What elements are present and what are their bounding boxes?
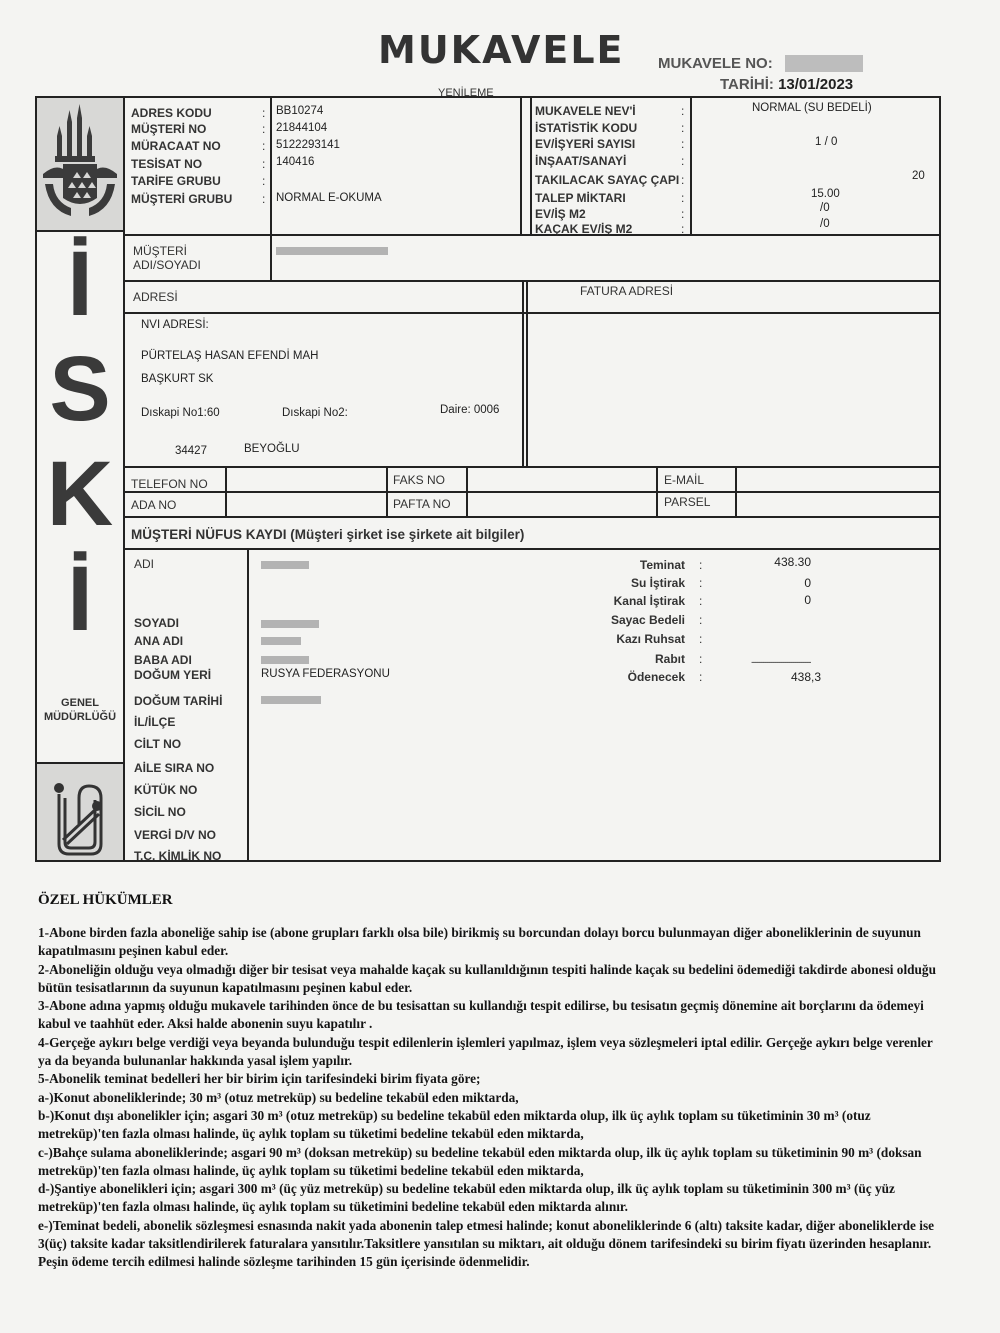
date-value: 13/01/2023 — [778, 76, 854, 93]
telefon-label: TELEFON NO — [131, 477, 208, 491]
ozel-hukumler-text — [38, 924, 948, 1272]
teminat-label: Teminat — [639, 558, 685, 572]
ilce-value: BEYOĞLU — [244, 443, 300, 455]
faks-label: FAKS NO — [393, 473, 446, 487]
renewal-label: YENİLEME — [438, 87, 494, 99]
adi-redacted — [261, 561, 309, 569]
talep-miktari-label: TALEP MİKTARI — [535, 191, 626, 205]
logo-letter: S — [49, 338, 111, 440]
term-paragraph: 2-Aboneliğin olduğu veya olmadığı diğer bir tesisat veya mahalde kaçak su kullanıldığının tespiti halinde kaçak su bedelini ödemediği takdirde abonesi olduğu bütün tesisatlarının da suyunun kapatılmasını peşinen kabul eder. — [38, 961, 936, 995]
cilt-no-label: CİLT NO — [134, 737, 182, 751]
parsel-label: PARSEL — [664, 495, 711, 509]
kacak-ev-is-m2-value: /0 — [820, 218, 830, 230]
fatura-adresi-label: FATURA ADRESİ — [580, 284, 674, 298]
muracaat-no-value: 5122293141 — [276, 139, 340, 151]
istanbul-municipality-logo — [37, 98, 123, 230]
vergi-no-label: VERGİ D/V NO — [134, 828, 217, 842]
kanal-istirak-label: Kanal İştirak — [613, 594, 685, 608]
diskapi1-value: Dıskapi No1:60 — [141, 407, 220, 419]
date-label: TARİHİ: — [720, 76, 774, 93]
ev-isyeri-sayisi-label: EV/İŞYERİ SAYISI — [535, 137, 636, 151]
genel-mudurlugu-label — [37, 696, 123, 724]
term-paragraph: c-)Bahçe sulama aboneliklerinde; asgari 90 m³ (doksan metreküp) su bedeline tekabül eden miktarda olup, ilk üç aylık toplam su tüketiminin 90 m³ (doksan metreküp)'ten fazla olması halinde, üç aylık toplam su tüketimi bedeline tekabül eden miktarda, — [38, 1144, 922, 1178]
tarife-grubu-label: TARİFE GRUBU — [131, 174, 221, 188]
adres-kodu-value: BB10274 — [276, 105, 324, 117]
insaat-sanayi-label: İNŞAAT/SANAYİ — [535, 154, 627, 168]
musteri-no-label: MÜŞTERİ NO — [131, 122, 207, 136]
ada-label: ADA NO — [131, 498, 177, 512]
musteri-no-value: 21844104 — [276, 122, 328, 134]
date-line — [720, 76, 853, 93]
kacak-ev-is-m2-label: KAÇAK EV/İŞ M2 — [535, 222, 633, 236]
mukavele-no-label: MUKAVELE NO: — [658, 55, 773, 72]
kutuk-no-label: KÜTÜK NO — [134, 783, 198, 797]
soyadi-label: SOYADI — [134, 616, 179, 630]
ana-adi-label: ANA ADI — [134, 634, 184, 648]
iski-vertical-logo — [37, 232, 123, 652]
il-ilce-label: İL/İLÇE — [134, 715, 176, 729]
term-paragraph: 5-Abonelik teminat bedelleri her bir birim için tarifesindeki birim fiyata göre; — [38, 1071, 481, 1087]
su-istirak-label: Su İştirak — [630, 576, 685, 590]
ozel-hukumler-title: ÖZEL HÜKÜMLER — [38, 892, 173, 908]
sicil-no-label: SİCİL NO — [134, 805, 186, 819]
term-paragraph: e-)Teminat bedeli, abonelik sözleşmesi esnasında nakit yada abonenin talep etmesi halinde; konut aboneliklerinde 6 (altı) taksite kadar, diğer aboneliklerde ise 3(üç) taksite kadar taksitlendirilerek faturalara yansıtılır.Taksitlere yansıtılan su miktarı, ait olduğu dönem tarifesindeki su birim fiyatı üzerinden hesaplanır. Peşin ödeme tercih edilmesi halinde sözleşme tarihinden 15 gün içerisinde ödenmelidir. — [38, 1217, 935, 1270]
mudurlugu-text: MÜDÜRLÜĞÜ — [43, 711, 117, 723]
ev-is-m2-label: EV/İŞ M2 — [535, 207, 586, 221]
daire-value: Daire: 0006 — [440, 404, 500, 416]
nufus-kaydi-title: MÜŞTERİ NÜFUS KAYDI (Müşteri şirket ise şirkete ait bilgiler) — [131, 527, 525, 542]
posta-kodu-value: 34427 — [175, 445, 207, 457]
iski-emblem-icon — [37, 764, 123, 860]
dogum-tarihi-redacted — [261, 696, 321, 704]
logo-letter: İ — [67, 548, 93, 650]
email-label: E-MAİL — [664, 473, 705, 487]
ev-isyeri-sayisi-value: 1 / 0 — [815, 136, 838, 148]
nvi-adresi-label: NVI ADRESİ: — [141, 319, 209, 331]
term-paragraph: a-)Konut aboneliklerinde; 30 m³ (otuz metreküp) su bedeline tekabül eden miktarda, — [38, 1089, 519, 1105]
dogum-yeri-label: DOĞUM YERİ — [134, 668, 212, 682]
kazi-ruhsat-label: Kazı Ruhsat — [616, 632, 685, 646]
odenecek-value: 438,3 — [790, 670, 821, 684]
mukavele-nevi-label: MUKAVELE NEV'İ — [535, 104, 636, 118]
logo-letter: İ — [67, 233, 93, 335]
talep-miktari-value: 15.00 — [811, 188, 840, 200]
term-paragraph: b-)Konut dışı abonelikler için; asgari 30 m³ (otuz metreküp) su bedeline tekabül eden miktarda olup, ilk üç aylık toplam su tüketiminin 30 m³ (otuz metreküp)'ten fazla olması halinde, üç aylık toplam su tüketimi bedeline tekabül eden miktarda, — [38, 1107, 871, 1142]
adresi-label: ADRESİ — [133, 290, 178, 304]
musteri-label: MÜŞTERİ — [133, 244, 187, 258]
adi-label: ADI — [134, 557, 155, 571]
muracaat-no-label: MÜRACAAT NO — [131, 139, 221, 153]
istatistik-kodu-label: İSTATİSTİK KODU — [535, 121, 638, 135]
teminat-value: 438.30 — [774, 555, 811, 569]
odenecek-label: Ödenecek — [627, 670, 685, 684]
mosque-emblem-icon — [37, 98, 123, 230]
sayac-capi-value: 20 — [912, 170, 925, 182]
baba-adi-label: BABA ADI — [134, 653, 192, 667]
tc-kimlik-no-label: T.C. KİMLİK NO — [134, 849, 222, 863]
term-paragraph: 4-Gerçeğe aykırı belge verdiği veya beyanda bulunduğu tespit edilenlerin işlemleri yapılmaz, işlem veya sözleşmeleri iptal edilir. Gerçeğe aykırı belge verenler ya da beyanda bulunanlar hakkında yasal işlem yapılır. — [38, 1034, 933, 1069]
document-title: MUKAVELE — [378, 28, 625, 72]
adres-kodu-label: ADRES KODU — [131, 106, 212, 120]
term-paragraph: d-)Şantiye abonelikleri için; asgari 300 m³ (üç yüz metreküp) su bedeline tekabül eden miktarda olup, ilk üç aylık toplam su tüketiminin 300 m³ (üç yüz metreküp)'ten fazla olması halinde, üç aylık toplam su tüketimini bedeline tekabül eden miktarda alınır. — [38, 1181, 895, 1215]
diskapi2-value: Dıskapi No2: — [282, 407, 348, 419]
term-paragraph: 3-Abone adına yapmış olduğu mukavele tarihinden önce de bu tesisattan su kullandığı tespit edilirse, bu tesisatın geçmiş dönemine ait borçlarını da ödemeyi kabul ve taahhüt eder. Aksi halde abonenin suyu kapatılır . — [38, 998, 924, 1032]
iski-emblem-logo — [37, 764, 123, 860]
musteri-grubu-label: MÜŞTERİ GRUBU — [131, 192, 233, 206]
aile-sira-no-label: AİLE SIRA NO — [134, 761, 215, 775]
pafta-label: PAFTA NO — [393, 497, 451, 511]
logo-letter: K — [46, 443, 114, 545]
sayac-bedeli-label: Sayac Bedeli — [610, 613, 685, 627]
dogum-tarihi-label: DOĞUM TARİHİ — [134, 694, 223, 708]
baba-adi-redacted — [261, 656, 309, 664]
tesisat-no-label: TESİSAT NO — [131, 157, 203, 171]
musteri-grubu-value: NORMAL E-OKUMA — [276, 192, 382, 204]
rabit-label: Rabıt — [655, 652, 685, 666]
genel-text: GENEL — [61, 697, 99, 709]
ana-adi-redacted — [261, 637, 301, 645]
tesisat-no-value: 140416 — [276, 156, 315, 168]
rabit-separator: ------------------------------ — [751, 657, 811, 667]
su-istirak-value: 0 — [804, 576, 811, 590]
mukavele-no-redacted — [785, 55, 863, 72]
sayac-capi-label: TAKILACAK SAYAÇ ÇAPI — [535, 173, 680, 187]
adi-soyadi-label: ADI/SOYADI — [133, 258, 201, 272]
mahalle-value: PÜRTELAŞ HASAN EFENDİ MAH — [141, 350, 319, 362]
soyadi-redacted — [261, 620, 319, 628]
sokak-value: BAŞKURT SK — [141, 373, 214, 385]
dogum-yeri-value: RUSYA FEDERASYONU — [261, 668, 390, 680]
ev-is-m2-value: /0 — [820, 202, 830, 214]
term-paragraph: 1-Abone birden fazla aboneliğe sahip ise (abone grupları farklı olsa bile) birikmiş su borcundan dolayı borcu bulunmayan diğer aboneliklerinin de suyunun kapatılmasını peşinen kabul eder. — [38, 925, 921, 959]
customer-name-redacted — [276, 247, 388, 255]
kanal-istirak-value: 0 — [804, 593, 811, 607]
mukavele-nevi-value: NORMAL (SU BEDELİ) — [752, 102, 872, 114]
